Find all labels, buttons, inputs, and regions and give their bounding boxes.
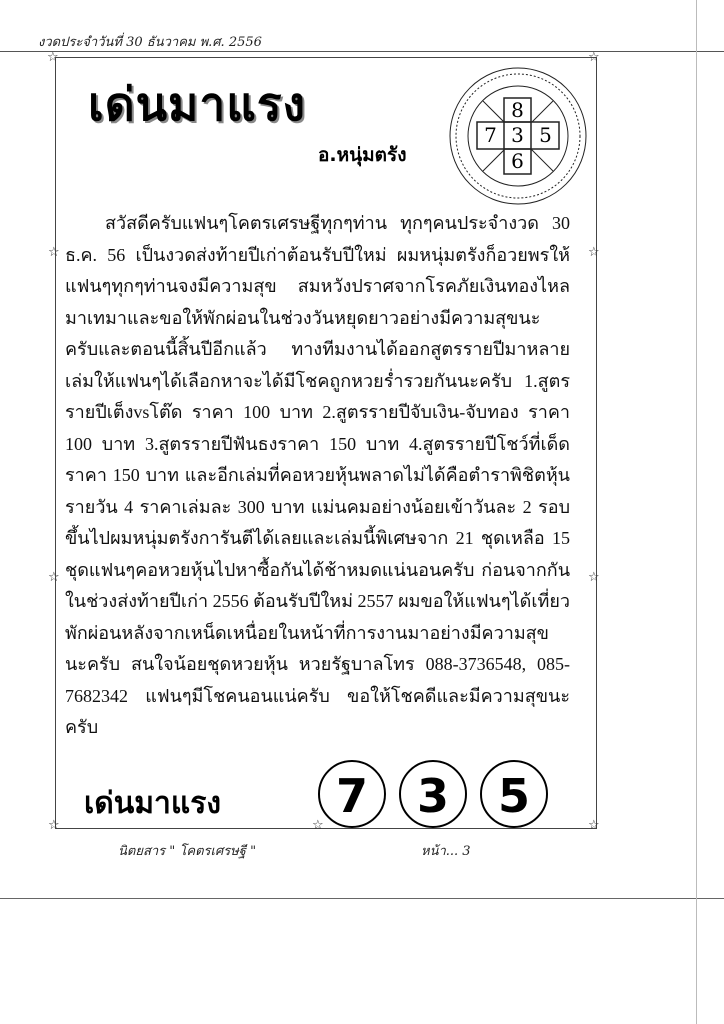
lucky-number-circle: 3	[399, 760, 467, 828]
article-body: สวัสดีครับแฟนๆโคตรเศรษฐีทุกๆท่าน ทุกๆคนประจำงวด 30 ธ.ค. 56 เป็นงวดส่งท้ายปีเก่าต้อนรับปีใหม่ ผมหนุ่มตรังก็อวยพรให้แฟนๆทุกๆท่านจงมีความสุข สมหวังปราศจากโรคภัยเงินทองไหลมาเทมาและขอให้พักผ่อนในช่วงวันหยุดยาวอย่างมีความสุขนะครับและตอนนี้สิ้นปีอีกแล้ว ทางทีมงานได้ออกสูตรรายปีมาหลายเล่มให้แฟนๆได้เลือกหาจะได้มีโชคถูกหวยร่ำรวยกันนะครับ 1.สูตรรายปีเต็งvsโต๊ด ราคา 100 บาท 2.สูตรรายปีจับเงิน-จับทอง ราคา 100 บาท 3.สูตรรายปีฟันธงราคา 150 บาท 4.สูตรรายปีโชว์ที่เด็ดราคา 150 บาท และอีกเล่มที่คอหวยหุ้นพลาดไม่ได้คือตำราพิชิตหุ้นรายวัน 4 ราคาเล่มละ 300 บาท แม่นคมอย่างน้อยเข้าวันละ 2 รอบขึ้นไปผมหนุ่มตรังการันตีได้เลยและเล่มนี้พิเศษจาก 21 ชุดเหลือ 15 ชุดแฟนๆคอหวยหุ้นไปหาซื้อกันได้ช้าหมดแน่นอนครับ ก่อนจากกันในช่วงส่งท้ายปีเก่า 2556 ต้อนรับปีใหม่ 2557 ผมขอให้แฟนๆได้เที่ยวพักผ่อนหลังจากเหน็ดเหนื่อยในหน้าที่การงานมาอย่างมีความสุขนะครับ สนใจน้อยชุดหวยหุ้น หวยรัฐบาลโทร 088-3736548, 085-7682342 แฟนๆมีโชคนอนแน่ครับ ขอให้โชคดีและมีความสุขนะครับ	[65, 213, 570, 737]
star-ornament-icon: ☆	[48, 245, 60, 260]
author-name: อ.หนุ่มตรัง	[318, 144, 407, 166]
star-ornament-icon: ☆	[588, 50, 600, 65]
lucky-number-wheel	[448, 66, 588, 206]
star-ornament-icon: ☆	[47, 50, 59, 65]
wheel-digit-bottom: 6	[511, 149, 524, 173]
headline-title: เด่นมาแรง	[88, 77, 307, 131]
lucky-number-circle: 7	[318, 760, 386, 828]
star-ornament-icon: ☆	[312, 818, 324, 833]
wheel-digit-right: 5	[539, 123, 552, 147]
page-number-footer: หน้า... 3	[421, 844, 471, 859]
star-ornament-icon: ☆	[588, 245, 600, 260]
wheel-digit-center: 3	[511, 123, 524, 147]
star-ornament-icon: ☆	[588, 570, 600, 585]
issue-date-header: งวดประจำวันที่ 30 ธันวาคม พ.ศ. 2556	[38, 35, 262, 50]
bottom-label: เด่นมาแรง	[84, 786, 221, 821]
scan-edge-line	[696, 0, 697, 1024]
star-ornament-icon: ☆	[588, 818, 600, 833]
star-ornament-icon: ☆	[48, 818, 60, 833]
top-rule	[0, 51, 724, 52]
star-ornament-icon: ☆	[48, 570, 60, 585]
bottom-rule	[0, 898, 724, 899]
wheel-digit-top: 8	[511, 98, 524, 122]
magazine-name-footer: นิตยสาร " โคตรเศรษฐี "	[118, 844, 257, 859]
lucky-number-circle: 5	[480, 760, 548, 828]
wheel-digit-left: 7	[484, 123, 497, 147]
